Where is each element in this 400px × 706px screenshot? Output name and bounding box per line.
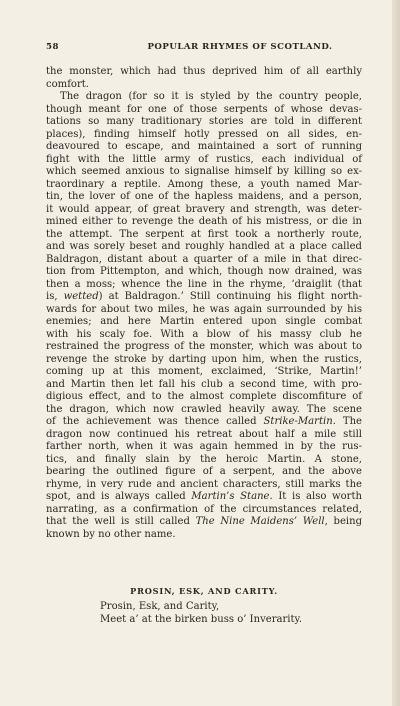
text-line: deavoured to escape, and maintained a sort of running [46, 141, 362, 152]
page-number: 58 [46, 42, 59, 52]
text-line: and Martin then let fall his club a second time, with pro- [46, 378, 362, 390]
text-line: coming up at this moment, exclaimed, ‘Strike, Martin!’ [46, 366, 362, 377]
text-line: farther north, when it was again hemmed in by the rus- [46, 441, 362, 452]
text-line: dragon now continued his retreat about half a mile still [46, 428, 362, 440]
text-line: enemies; and here Martin entered upon single combat [46, 316, 362, 327]
text-line: spot, and is always called Martin’s Stane. It is also worth [46, 491, 362, 502]
rhyme-title: PROSIN, ESK, AND CARITY. [130, 586, 278, 596]
text-line: Baldragon, distant about a quarter of a mile in that direc- [46, 253, 362, 265]
text-line: which seemed anxious to signalise himself by killing so ex- [46, 166, 362, 177]
text-line: tin, the lover of one of the hapless maidens, and a person, [46, 191, 362, 202]
text-line: narrating, as a confirmation of the circumstances related, [46, 503, 362, 515]
text-line: places), finding himself hotly pressed on all sides, en- [46, 128, 362, 140]
text-line: tations so many traditionary stories are told in different [46, 116, 362, 127]
text-line: that the well is still called The Nine Maidens’ Well, being [46, 516, 363, 527]
text-line: revenge the stroke by darting upon him, when the rustics, [46, 353, 362, 365]
rhyme [100, 601, 340, 626]
rhyme-line: Meet a’ at the birken buss o’ Inverarity. [100, 613, 303, 625]
text-line: restrained the progress of the monster, which was about to [46, 341, 362, 352]
text-line: is, wetted) at Baldragon.’ Still continuing his flight north- [46, 291, 362, 302]
text-line: bearing the outlined figure of a serpent, and the above [46, 466, 362, 477]
text-line: The dragon (for so it is styled by the country people, [60, 91, 362, 102]
page-gutter [392, 0, 400, 706]
text-line: digious effect, and to the almost complete discomfiture of [46, 391, 362, 402]
text-line: the attempt. The serpent at first took a northerly route, [46, 228, 362, 240]
text-line: then a moss; whence the line in the rhyme, ‘draiglit (that [46, 278, 362, 290]
text-line: mined either to revenge the death of his mistress, or die in [46, 216, 362, 227]
text-line: comfort. [46, 78, 90, 90]
text-line: rhyme, in very rude and ancient characters, still marks the [46, 478, 362, 490]
text-line: and was sorely beset and roughly handled at a place called [46, 241, 362, 252]
text-line: tics, and finally slain by the heroic Martin. A stone, [46, 453, 362, 465]
body-text [46, 66, 362, 541]
text-line: wards for about two miles, he was again surrounded by his [46, 303, 362, 315]
text-line: traordinary a reptile. Among these, a youth named Mar- [46, 178, 362, 190]
text-line: fight with the little army of rustics, each individual of [46, 153, 362, 165]
text-line: the monster, which had thus deprived him of all earthly [46, 66, 362, 77]
text-line: it would appear, of great bravery and strength, was deter- [46, 203, 362, 215]
text-line: though meant for one of those serpents of whose devas- [46, 103, 362, 115]
rhyme-line: Prosin, Esk, and Carity, [100, 601, 220, 612]
text-line: tion from Pittempton, and which, though now drained, was [46, 266, 362, 277]
page-title: POPULAR RHYMES OF SCOTLAND. [147, 42, 333, 52]
text-line: of the achievement was thence called Strike-Martin. The [46, 416, 362, 427]
text-line: the dragon, which now crawled heavily away. The scene [46, 403, 362, 415]
text-line: known by no other name. [46, 528, 176, 540]
text-line: with his scaly foe. With a blow of his massy club he [46, 328, 362, 340]
